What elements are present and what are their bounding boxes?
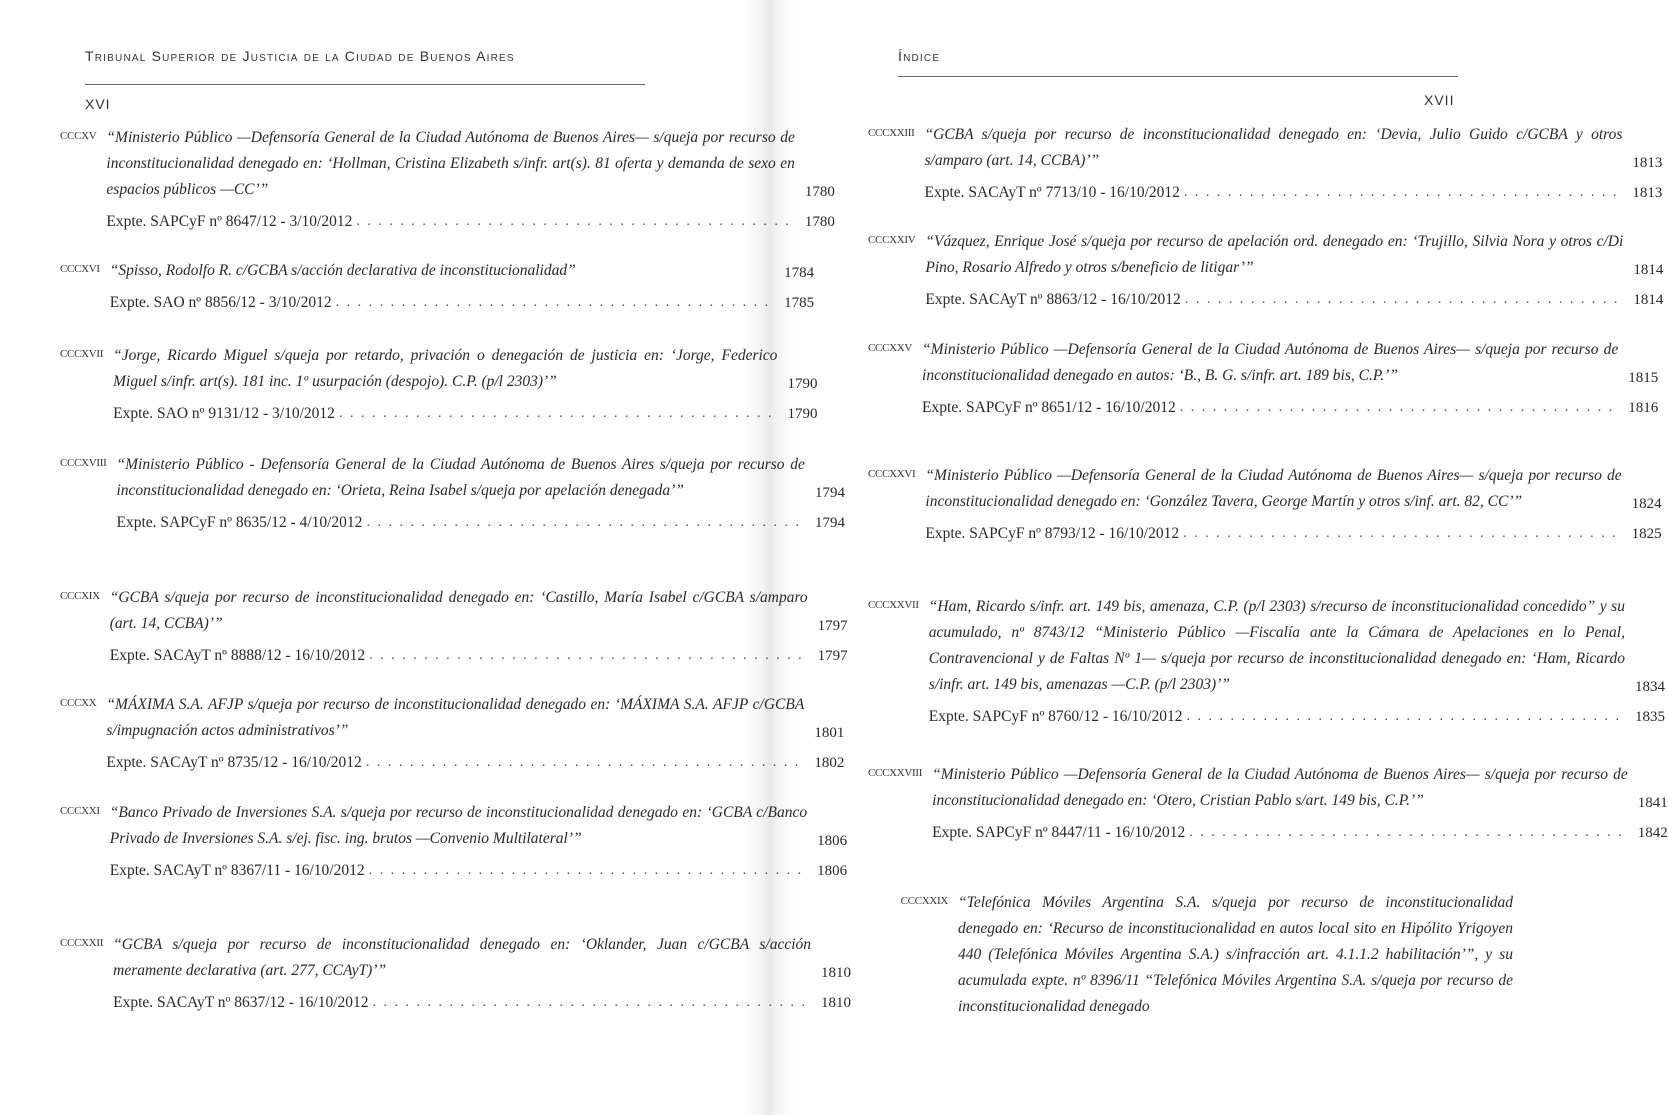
entry-page-number: 1815 <box>1628 370 1659 386</box>
expte-reference: Expte. SACAyT nº 8637/12 - 16/10/2012 <box>113 994 369 1011</box>
header-rule <box>898 76 1458 77</box>
entry-title: “Ministerio Público —Defensoría General de la Ciudad Autónoma de Buenos Aires— s/queja por recurso de inconstitucionalidad denegado en autos: ‘B., B. G. s/infr. art. 189 bis, C.P.’” <box>922 341 1619 384</box>
expte-reference: Expte. SAPCyF nº 8647/12 - 3/10/2012 <box>106 213 353 230</box>
entry-page-number: 1814 <box>1633 262 1664 278</box>
entry-body <box>110 258 814 316</box>
expte-reference: Expte. SAPCyF nº 8447/11 - 16/10/2012 <box>932 824 1186 841</box>
expte-reference: Expte. SACAyT nº 8863/12 - 16/10/2012 <box>925 291 1181 308</box>
entry-title: “Ministerio Público —Defensoría General de la Ciudad Autónoma de Buenos Aires— s/queja por recurso de inconstitucionalidad denegado en: ‘González Tavera, George Martín y otros s/inf. art. 82, CC’” <box>925 467 1622 510</box>
entry-body <box>110 800 847 884</box>
dot-leader: . . . . . . . . . . . . . . . . . . . . . . . . . . . . . . . . . . . . . . . . <box>372 995 808 1010</box>
expte-page-number: 1797 <box>817 648 848 664</box>
index-entry <box>60 452 845 536</box>
expte-reference: Expte. SACAyT nº 7713/10 - 16/10/2012 <box>924 184 1180 201</box>
dot-leader: . . . . . . . . . . . . . . . . . . . . . . . . . . . . . . . . . . . . . . . . <box>335 295 771 310</box>
entry-body <box>110 585 848 669</box>
expte-page-number: 1780 <box>804 214 835 230</box>
dot-leader: . . . . . . . . . . . . . . . . . . . . . . . . . . . . . . . . . . . . . . . . <box>368 863 804 878</box>
entry-number: CCCXXIX <box>900 895 948 907</box>
running-header: Tribunal Superior de Justicia de la Ciudad de Buenos Aires <box>85 48 515 64</box>
index-entry <box>868 762 1668 846</box>
entry-number: CCCXXIII <box>868 127 915 139</box>
expte-reference: Expte. SACAyT nº 8367/11 - 16/10/2012 <box>109 862 365 879</box>
entry-number: CCCXX <box>60 697 97 709</box>
entry-body <box>925 229 1663 313</box>
expte-page-number: 1835 <box>1634 709 1665 725</box>
expte-page-number: 1813 <box>1632 185 1663 201</box>
dot-leader: . . . . . . . . . . . . . . . . . . . . . . . . . . . . . . . . . . . . . . . . <box>1183 526 1618 541</box>
expte-page-number: 1785 <box>784 295 815 311</box>
entry-number: CCCXXII <box>60 937 104 949</box>
index-entry <box>868 122 1663 206</box>
expte-reference: Expte. SAO nº 9131/12 - 3/10/2012 <box>113 405 335 422</box>
entry-title: “Vázquez, Enrique José s/queja por recurso de apelación ord. denegado en: ‘Trujillo, Silvia Nora y otros c/Di Pino, Rosario Alfredo y otros s/beneficio de litigar’” <box>925 233 1624 276</box>
entry-title: “Ministerio Público - Defensoría General de la Ciudad Autónoma de Buenos Aires s/queja por recurso de inconstitucionalidad denegado en: ‘Orieta, Reina Isabel s/queja por apelación denegada’” <box>116 456 805 499</box>
right-page <box>768 0 1668 1115</box>
expte-reference: Expte. SAO nº 8856/12 - 3/10/2012 <box>109 294 332 311</box>
entry-title: “Spisso, Rodolfo R. c/GCBA s/acción declarativa de inconstitucionalidad” <box>109 262 576 279</box>
dot-leader: . . . . . . . . . . . . . . . . . . . . . . . . . . . . . . . . . . . . . . . . <box>1179 400 1615 415</box>
expte-reference: Expte. SAPCyF nº 8651/12 - 16/10/2012 <box>922 399 1176 416</box>
index-entry <box>868 337 1659 421</box>
entry-number: CCCXVIII <box>60 457 107 469</box>
index-entry <box>60 692 845 776</box>
dot-leader: . . . . . . . . . . . . . . . . . . . . . . . . . . . . . . . . . . . . . . . . <box>356 214 791 229</box>
entry-body <box>113 932 851 1016</box>
dot-leader: . . . . . . . . . . . . . . . . . . . . . . . . . . . . . . . . . . . . . . . . <box>1183 185 1619 200</box>
expte-page-number: 1825 <box>1631 526 1662 542</box>
entry-body <box>925 122 1663 206</box>
index-entry <box>60 932 852 1016</box>
entry-page-number: 1810 <box>821 965 852 981</box>
entry-title: “Telefónica Móviles Argentina S.A. s/queja por recurso de inconstitucionalidad denegado en: ‘Recurso de inconstitucionalidad en autos local sito en Hipólito Yrigoyen 440 (Telefónica Móviles Argentina S.A.) s/infracción art. 4.1.1.2 habilitación’”, y su acumulada expte. nº 8396/11 “Telefónica Móviles Argentina S.A. s/queja por recurso de inconstitucionalidad denegado <box>958 894 1513 1015</box>
entry-body <box>958 890 1513 1020</box>
entry-number: CCCXXVIII <box>868 767 923 779</box>
entry-number: CCCXVI <box>60 263 100 275</box>
expte-page-number: 1842 <box>1637 825 1668 841</box>
page-number: XVI <box>85 96 111 112</box>
index-entry <box>868 463 1662 547</box>
dot-leader: . . . . . . . . . . . . . . . . . . . . . . . . . . . . . . . . . . . . . . . . <box>1184 292 1620 307</box>
entry-number: CCCXXI <box>60 805 100 817</box>
entry-page-number: 1797 <box>817 618 848 634</box>
entry-title: “Ministerio Público —Defensoría General de la Ciudad Autónoma de Buenos Aires— s/queja por recurso de inconstitucionalidad denegado en: ‘Hollman, Cristina Elizabeth s/infr. art(s). 81 oferta y demanda de sexo en espacios públicos —CC’” <box>106 129 795 198</box>
entry-number: CCCXIX <box>60 590 100 602</box>
expte-page-number: 1816 <box>1628 400 1659 416</box>
entry-body <box>925 463 1661 547</box>
entry-title: “Ministerio Público —Defensoría General de la Ciudad Autónoma de Buenos Aires— s/queja por recurso de inconstitucionalidad denegado en: ‘Otero, Cristian Pablo s/art. 149 bis, C.P.’” <box>932 766 1628 809</box>
entry-page-number: 1834 <box>1634 679 1665 695</box>
expte-page-number: 1806 <box>817 863 848 879</box>
entry-number: CCCXXV <box>868 342 913 354</box>
entry-body <box>106 125 834 235</box>
entry-number: CCCXV <box>60 130 97 142</box>
expte-page-number: 1814 <box>1633 292 1664 308</box>
entry-title: “GCBA s/queja por recurso de inconstitucionalidad denegado en: ‘Castillo, María Isabel c/GCBA s/amparo (art. 14, CCBA)’” <box>109 589 808 632</box>
entry-page-number: 1806 <box>817 833 848 849</box>
dot-leader: . . . . . . . . . . . . . . . . . . . . . . . . . . . . . . . . . . . . . . . . <box>338 406 774 421</box>
entry-title: “GCBA s/queja por recurso de inconstitucionalidad denegado en: ‘Oklander, Juan c/GCBA s/acción meramente declarativa (art. 277, CCAyT)’” <box>113 936 812 979</box>
expte-reference: Expte. SAPCyF nº 8635/12 - 4/10/2012 <box>116 514 363 531</box>
index-entry <box>868 890 1513 1020</box>
entry-body <box>922 337 1658 421</box>
entry-page-number: 1794 <box>814 485 845 501</box>
entry-number: CCCXVII <box>60 348 104 360</box>
expte-page-number: 1810 <box>821 995 852 1011</box>
entry-title: “GCBA s/queja por recurso de inconstitucionalidad denegado en: ‘Devia, Julio Guido c/GCBA y otros s/amparo (art. 14, CCBA)’” <box>924 126 1623 169</box>
entry-body <box>932 762 1668 846</box>
entry-body <box>117 452 845 536</box>
index-entry <box>868 594 1665 730</box>
entry-title: “Ham, Ricardo s/infr. art. 149 bis, amenaza, C.P. (p/l 2303) s/recurso de inconstitucionalidad concedido” y su acumulado, nº 8743/12 “Ministerio Público —Fiscalía ante la Cámara de Apelaciones en lo Penal, Contravencional y de Faltas Nº 1— s/queja por recurso de inconstitucionalidad denegado en: ‘Ham, Ricardo s/infr. art. 149 bis, amenazas —C.P. (p/l 2303)’” <box>928 598 1625 693</box>
entry-title: “Banco Privado de Inversiones S.A. s/queja por recurso de inconstitucionalidad denegado en: ‘GCBA c/Banco Privado de Inversiones S.A. s/ej. fisc. ing. brutos —Convenio Multilateral’” <box>109 804 808 847</box>
entry-body <box>106 692 844 776</box>
page-number: XVII <box>1424 92 1455 108</box>
entry-number: CCCXXIV <box>868 234 916 246</box>
dot-leader: . . . . . . . . . . . . . . . . . . . . . . . . . . . . . . . . . . . . . . . . <box>365 755 801 770</box>
index-entry <box>60 585 848 669</box>
expte-reference: Expte. SACAyT nº 8888/12 - 16/10/2012 <box>109 647 366 664</box>
expte-reference: Expte. SACAyT nº 8735/12 - 16/10/2012 <box>106 754 362 771</box>
running-header: Índice <box>898 48 941 64</box>
index-entry <box>868 229 1664 313</box>
expte-reference: Expte. SAPCyF nº 8793/12 - 16/10/2012 <box>925 525 1180 542</box>
entry-number: CCCXXVI <box>868 468 916 480</box>
entry-page-number: 1801 <box>814 725 845 741</box>
dot-leader: . . . . . . . . . . . . . . . . . . . . . . . . . . . . . . . . . . . . . . . . <box>369 648 804 663</box>
dot-leader: . . . . . . . . . . . . . . . . . . . . . . . . . . . . . . . . . . . . . . . . <box>1186 709 1621 724</box>
index-entry <box>60 125 835 235</box>
index-entry <box>60 800 848 884</box>
index-entry <box>60 258 815 316</box>
entry-page-number: 1813 <box>1632 155 1663 171</box>
index-entry <box>60 343 818 427</box>
expte-page-number: 1794 <box>814 515 845 531</box>
expte-page-number: 1790 <box>787 406 818 422</box>
entry-page-number: 1780 <box>804 184 835 200</box>
header-rule <box>85 84 645 85</box>
entry-number: CCCXXVII <box>868 599 919 611</box>
entry-body <box>929 594 1665 730</box>
entry-page-number: 1790 <box>787 376 818 392</box>
expte-reference: Expte. SAPCyF nº 8760/12 - 16/10/2012 <box>928 708 1183 725</box>
expte-page-number: 1802 <box>814 755 845 771</box>
entry-body <box>113 343 817 427</box>
entry-page-number: 1841 <box>1637 795 1668 811</box>
dot-leader: . . . . . . . . . . . . . . . . . . . . . . . . . . . . . . . . . . . . . . . . <box>366 515 801 530</box>
entry-page-number: 1824 <box>1631 496 1662 512</box>
entry-title: “Jorge, Ricardo Miguel s/queja por retardo, privación o denegación de justicia en: ‘Jorge, Federico Miguel s/infr. art(s). 181 inc. 1º usurpación (despojo). C.P. (p/l 2303)’” <box>113 347 778 390</box>
entry-title: “MÁXIMA S.A. AFJP s/queja por recurso de inconstitucionalidad denegado en: ‘MÁXIMA S.A. AFJP c/GCBA s/impugnación actos administrativos’” <box>106 696 805 739</box>
dot-leader: . . . . . . . . . . . . . . . . . . . . . . . . . . . . . . . . . . . . . . . . <box>1189 825 1624 840</box>
entry-page-number: 1784 <box>784 265 815 281</box>
